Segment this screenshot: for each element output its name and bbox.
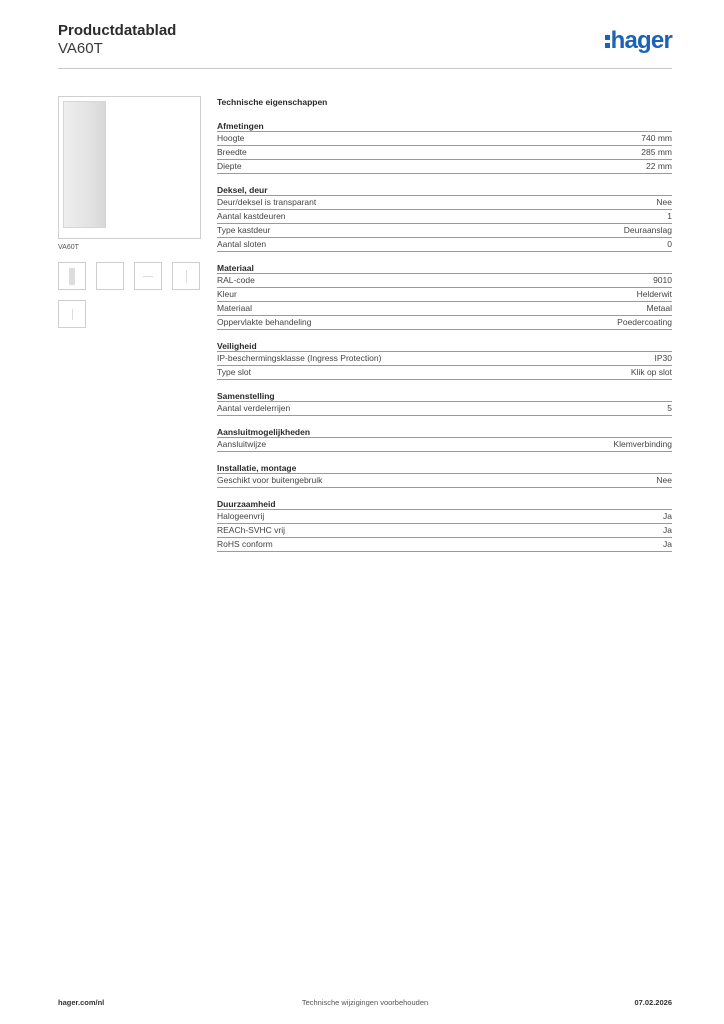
property-row bbox=[217, 210, 672, 224]
property-row bbox=[217, 524, 672, 538]
section-title: Veiligheid bbox=[217, 340, 672, 352]
thumbnail-5[interactable] bbox=[58, 300, 86, 328]
property-label: RAL-code bbox=[217, 275, 255, 285]
property-value: 740 mm bbox=[641, 133, 672, 143]
thumbnail-drawing-icon bbox=[72, 309, 73, 320]
property-label: Materiaal bbox=[217, 303, 252, 313]
property-value: Helderwit bbox=[636, 289, 672, 299]
property-row bbox=[217, 316, 672, 330]
property-label: Type slot bbox=[217, 367, 252, 377]
property-row bbox=[217, 238, 672, 252]
door-panel-illustration bbox=[63, 101, 106, 228]
technical-properties bbox=[217, 96, 672, 552]
property-row bbox=[217, 438, 672, 452]
thumbnail-side-icon bbox=[186, 270, 187, 283]
property-row bbox=[217, 224, 672, 238]
properties-heading: Technische eigenschappen bbox=[217, 97, 328, 107]
section-title: Aansluitmogelijkheden bbox=[217, 426, 672, 438]
property-row bbox=[217, 352, 672, 366]
property-label: Diepte bbox=[217, 161, 242, 171]
property-value: 0 bbox=[667, 239, 672, 249]
section-aansluitmogelijkheden bbox=[217, 426, 672, 452]
property-value: 1 bbox=[667, 211, 672, 221]
property-value: Metaal bbox=[646, 303, 672, 313]
property-label: RoHS conform bbox=[217, 539, 273, 549]
property-row bbox=[217, 510, 672, 524]
property-value: Poedercoating bbox=[617, 317, 672, 327]
property-row bbox=[217, 274, 672, 288]
product-code: VA60T bbox=[58, 40, 103, 57]
thumbnail-4[interactable] bbox=[172, 262, 200, 290]
section-title: Duurzaamheid bbox=[217, 498, 672, 510]
section-title: Samenstelling bbox=[217, 390, 672, 402]
property-label: Aantal verdelerrijen bbox=[217, 403, 291, 413]
property-label: Geschikt voor buitengebruik bbox=[217, 475, 323, 485]
property-label: Aansluitwijze bbox=[217, 439, 267, 449]
property-value: 22 mm bbox=[646, 161, 672, 171]
property-label: Breedte bbox=[217, 147, 247, 157]
property-label: Halogeenvrij bbox=[217, 511, 265, 521]
properties-sections bbox=[217, 120, 672, 552]
property-value: Ja bbox=[663, 539, 672, 549]
section-materiaal bbox=[217, 262, 672, 330]
property-value: Ja bbox=[663, 525, 672, 535]
section-title: Materiaal bbox=[217, 262, 672, 274]
property-value: 285 mm bbox=[641, 147, 672, 157]
property-value: 9010 bbox=[653, 275, 672, 285]
product-image bbox=[58, 96, 201, 239]
footer-website-link[interactable]: hager.com/nl bbox=[58, 998, 105, 1007]
property-row bbox=[217, 474, 672, 488]
property-row bbox=[217, 302, 672, 316]
hager-logo[interactable] bbox=[605, 28, 672, 54]
property-value: Nee bbox=[656, 197, 672, 207]
property-label: Aantal kastdeuren bbox=[217, 211, 286, 221]
property-label: REACh-SVHC vrij bbox=[217, 525, 286, 535]
section-title: Deksel, deur bbox=[217, 184, 672, 196]
property-row bbox=[217, 132, 672, 146]
image-caption: VA60T bbox=[58, 244, 79, 251]
property-label: Kleur bbox=[217, 289, 237, 299]
property-label: Aantal sloten bbox=[217, 239, 267, 249]
property-row bbox=[217, 146, 672, 160]
footer-date: 07.02.2026 bbox=[634, 998, 672, 1007]
section-title: Afmetingen bbox=[217, 120, 672, 132]
logo-dots-icon bbox=[605, 33, 610, 49]
property-label: Oppervlakte behandeling bbox=[217, 317, 312, 327]
logo-text: hager bbox=[610, 27, 672, 54]
property-label: IP-beschermingsklasse (Ingress Protection) bbox=[217, 353, 382, 363]
property-row bbox=[217, 538, 672, 552]
property-value: Nee bbox=[656, 475, 672, 485]
property-label: Deur/deksel is transparant bbox=[217, 197, 317, 207]
page-header bbox=[58, 22, 672, 69]
section-afmetingen bbox=[217, 120, 672, 174]
thumbnail-2[interactable] bbox=[96, 262, 124, 290]
thumbnail-panel-icon bbox=[69, 268, 75, 285]
section-duurzaamheid bbox=[217, 498, 672, 552]
section-deksel-deur bbox=[217, 184, 672, 252]
property-row bbox=[217, 160, 672, 174]
property-value: Deuraanslag bbox=[623, 225, 672, 235]
property-value: Ja bbox=[663, 511, 672, 521]
property-label: Type kastdeur bbox=[217, 225, 271, 235]
property-value: Klemverbinding bbox=[613, 439, 672, 449]
property-value: IP30 bbox=[654, 353, 672, 363]
property-row bbox=[217, 366, 672, 380]
section-veiligheid bbox=[217, 340, 672, 380]
footer-notice: Technische wijzigingen voorbehouden bbox=[301, 998, 429, 1007]
property-row bbox=[217, 288, 672, 302]
document-title: Productdatablad bbox=[58, 22, 177, 39]
property-value: 5 bbox=[667, 403, 672, 413]
section-installatie-montage bbox=[217, 462, 672, 488]
section-title: Installatie, montage bbox=[217, 462, 672, 474]
thumbnail-3[interactable] bbox=[134, 262, 162, 290]
property-row bbox=[217, 402, 672, 416]
property-value: Klik op slot bbox=[630, 367, 672, 377]
thumbnail-1[interactable] bbox=[58, 262, 86, 290]
section-samenstelling bbox=[217, 390, 672, 416]
property-row bbox=[217, 196, 672, 210]
property-label: Hoogte bbox=[217, 133, 245, 143]
thumbnail-dimension-icon bbox=[143, 276, 153, 277]
